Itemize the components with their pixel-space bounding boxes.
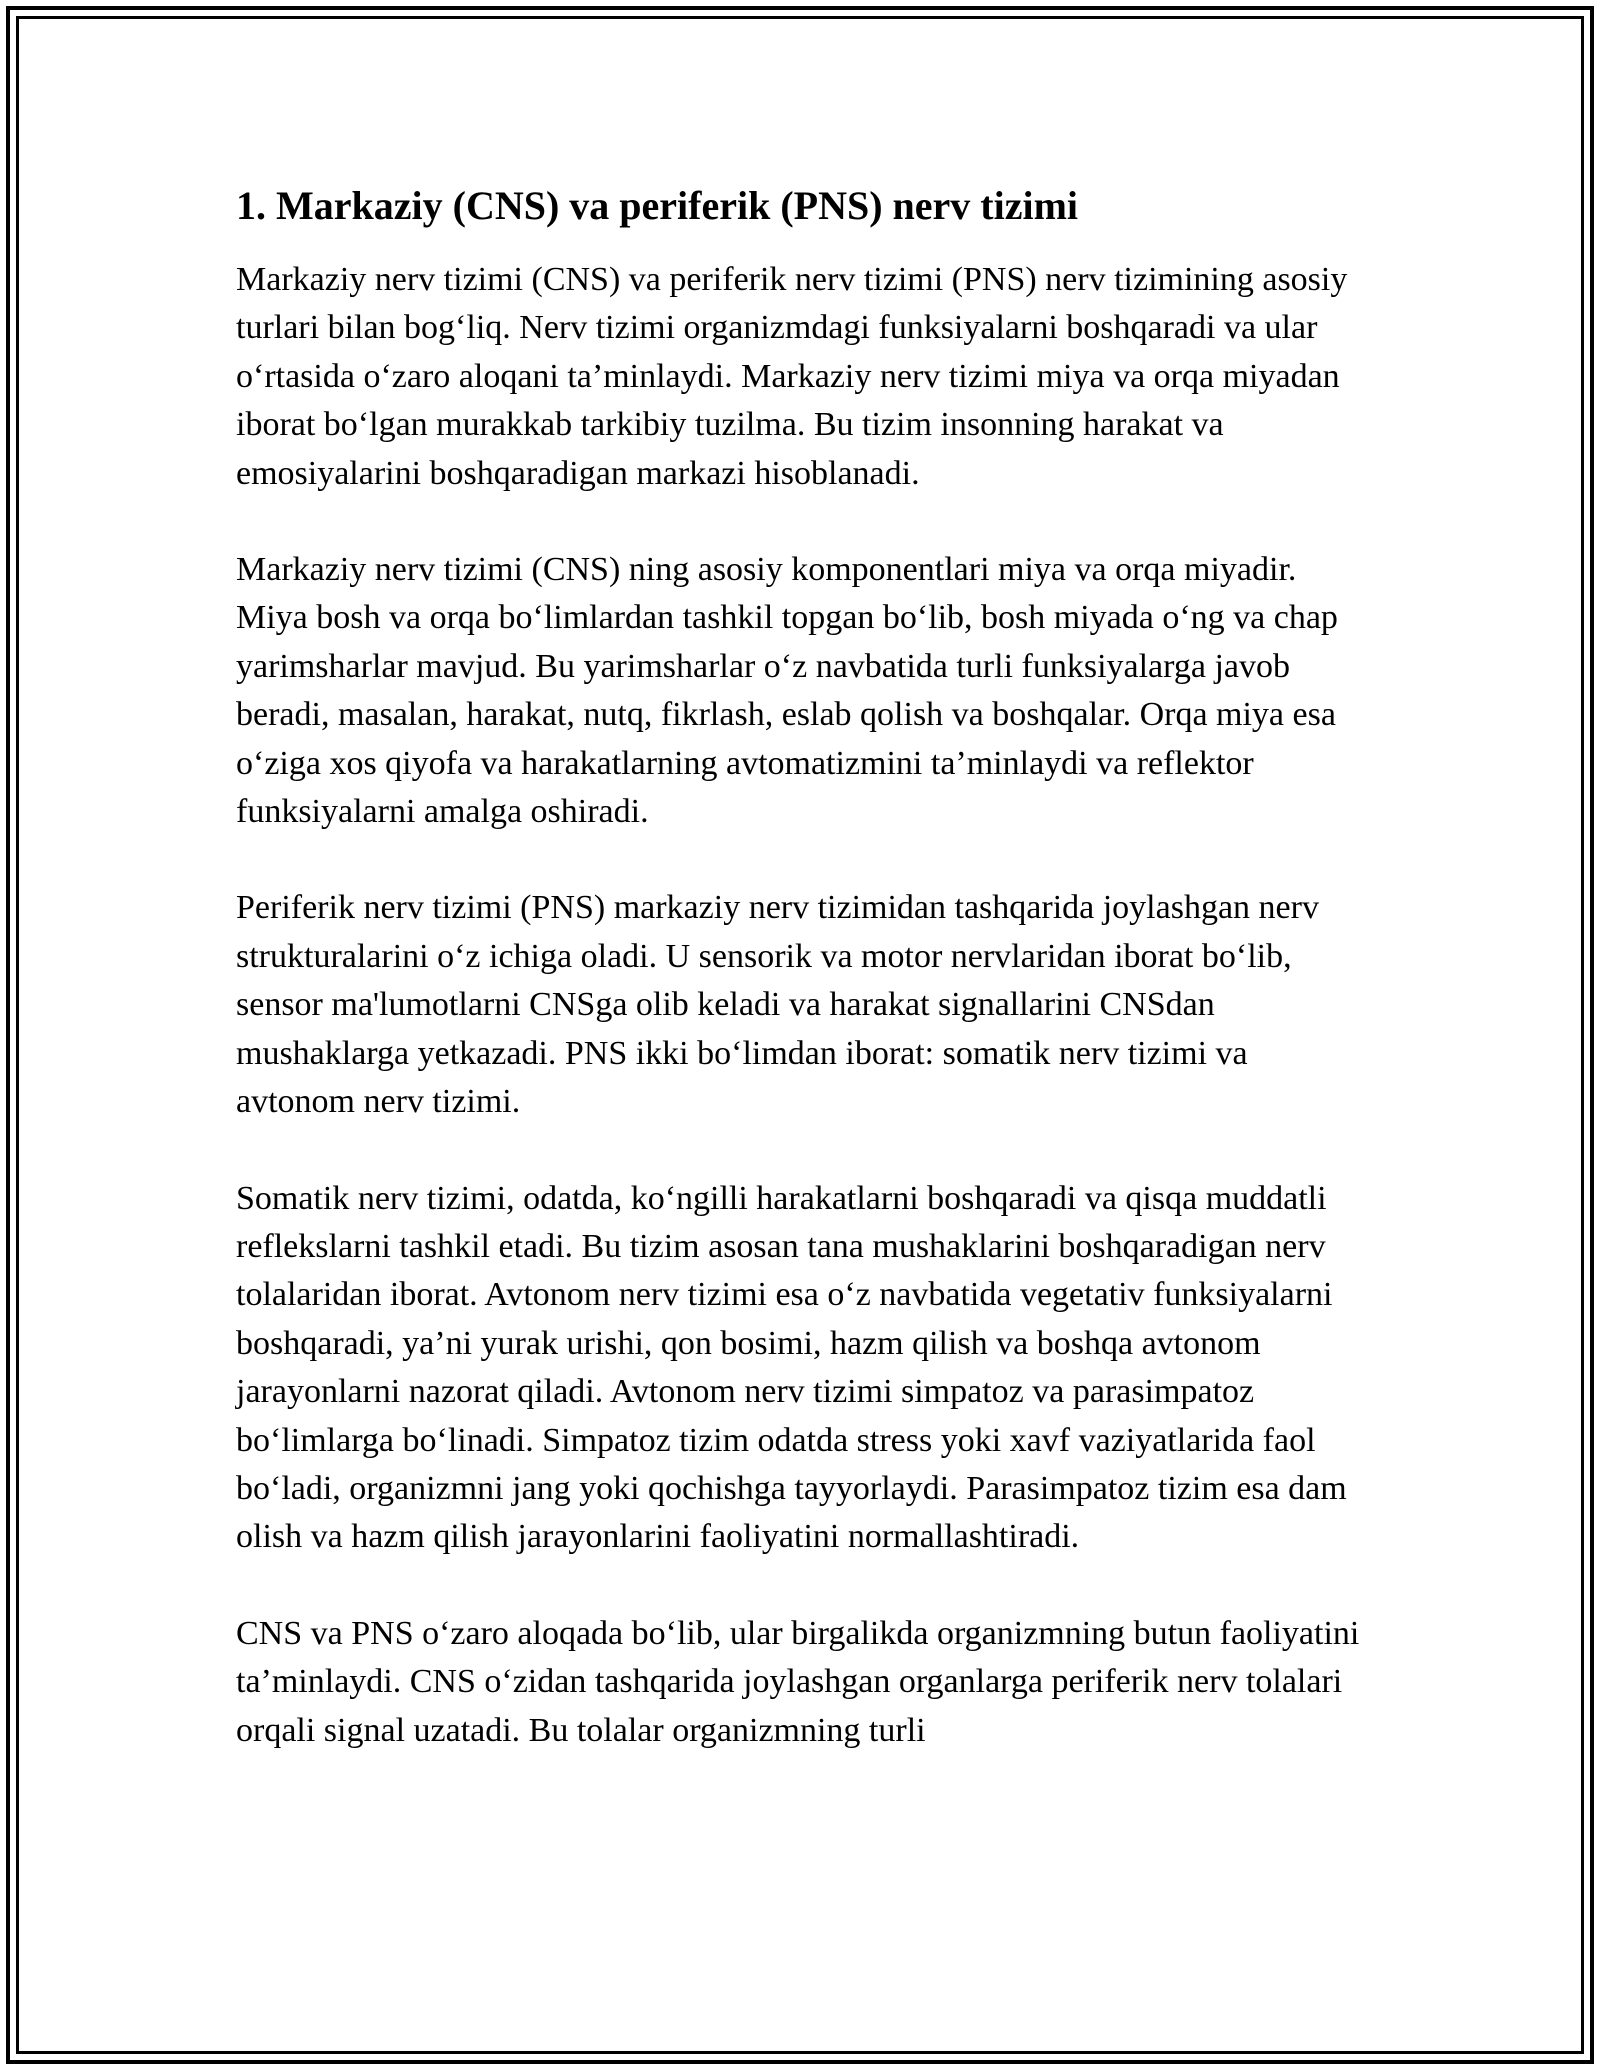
paragraph-2: Markaziy nerv tizimi (CNS) ning asosiy komponentlari miya va orqa miyadir. Miya bosh va orqa bo‘limlardan tashkil topgan bo‘lib, bosh miyada o‘ng va chap yarimsharlar mavjud. Bu yarimsharlar o‘z navbatida turli funksiyalarga javob beradi, masalan, harakat, nutq, fikrlash, eslab qolish va boshqalar. Orqa miya esa o‘ziga xos qiyofa va harakatlarning avtomatizmini ta’minlaydi va reflektor funksiyalarni amalga oshiradi. [236, 551, 1338, 831]
section-heading: 1. Markaziy (CNS) va periferik (PNS) nerv tizimi [236, 183, 1079, 228]
document-body [236, 180, 1366, 1803]
paragraph-3: Periferik nerv tizimi (PNS) markaziy nerv tizimidan tashqarida joylashgan nerv strukturalarini o‘z ichiga oladi. U sensorik va motor nervlaridan iborat bo‘lib, sensor ma'lumotlarni CNSga olib keladi va harakat signallarini CNSdan mushaklarga yetkazadi. PNS ikki bo‘limdan iborat: somatik nerv tizimi va avtonom nerv tizimi. [236, 889, 1319, 1121]
paragraph-5: CNS va PNS o‘zaro aloqada bo‘lib, ular birgalikda organizmning butun faoliyatini ta’minlaydi. CNS o‘zidan tashqarida joylashgan organlarga periferik nerv tolalari orqali signal uzatadi. Bu tolalar organizmning turli [236, 1614, 1360, 1749]
paragraph-4: Somatik nerv tizimi, odatda, ko‘ngilli harakatlarni boshqaradi va qisqa muddatli reflekslarni tashkil etadi. Bu tizim asosan tana mushaklarini boshqaradigan nerv tolalaridan iborat. Avtonom nerv tizimi esa o‘z navbatida vegetativ funksiyalarni boshqaradi, ya’ni yurak urishi, qon bosimi, hazm qilish va boshqa avtonom jarayonlarni nazorat qiladi. Avtonom nerv tizimi simpatoz va parasimpatoz bo‘limlarga bo‘linadi. Simpatoz tizim odatda stress yoki xavf vaziyatlarida faol bo‘ladi, organizmni jang yoki qochishga tayyorlaydi. Parasimpatoz tizim esa dam olish va hazm qilish jarayonlarini faoliyatini normallashtiradi. [236, 1179, 1347, 1556]
paragraph-1: Markaziy nerv tizimi (CNS) va periferik nerv tizimi (PNS) nerv tizimining asosiy turlari bilan bog‘liq. Nerv tizimi organizmdagi funksiyalarni boshqaradi va ular o‘rtasida o‘zaro aloqani ta’minlaydi. Markaziy nerv tizimi miya va orqa miyadan iborat bo‘lgan murakkab tarkibiy tuzilma. Bu tizim insonning harakat va emosiyalarini boshqaradigan markazi hisoblanadi. [236, 261, 1348, 492]
